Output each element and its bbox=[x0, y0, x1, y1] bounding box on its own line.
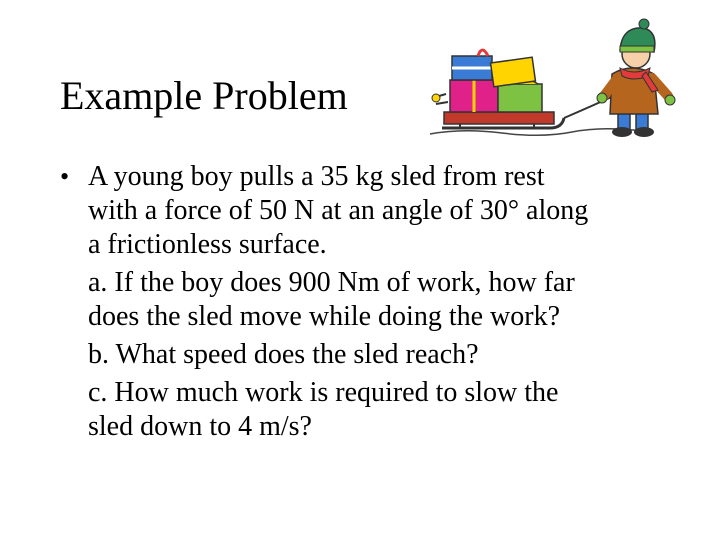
bullet-content bbox=[88, 160, 700, 444]
question-c-line: c. How much work is required to slow the bbox=[88, 377, 559, 408]
problem-statement-line: A young boy pulls a 35 kg sled from rest bbox=[88, 161, 545, 192]
bullet-icon: • bbox=[60, 162, 70, 191]
problem-statement-line: with a force of 50 N at an angle of 30° along bbox=[88, 195, 589, 226]
question-b-line: b. What speed does the sled reach? bbox=[88, 339, 479, 370]
problem-text bbox=[60, 160, 700, 444]
problem-statement-line: a frictionless surface. bbox=[88, 229, 327, 260]
bullet-item bbox=[60, 160, 700, 444]
question-a-line: does the sled move while doing the work? bbox=[88, 301, 561, 332]
boy-pulling-sled-with-gifts-icon bbox=[422, 14, 684, 142]
question-a-line: a. If the boy does 900 Nm of work, how far bbox=[88, 267, 575, 298]
slide-title: Example Problem bbox=[60, 73, 348, 118]
question-c-line: sled down to 4 m/s? bbox=[88, 411, 312, 442]
